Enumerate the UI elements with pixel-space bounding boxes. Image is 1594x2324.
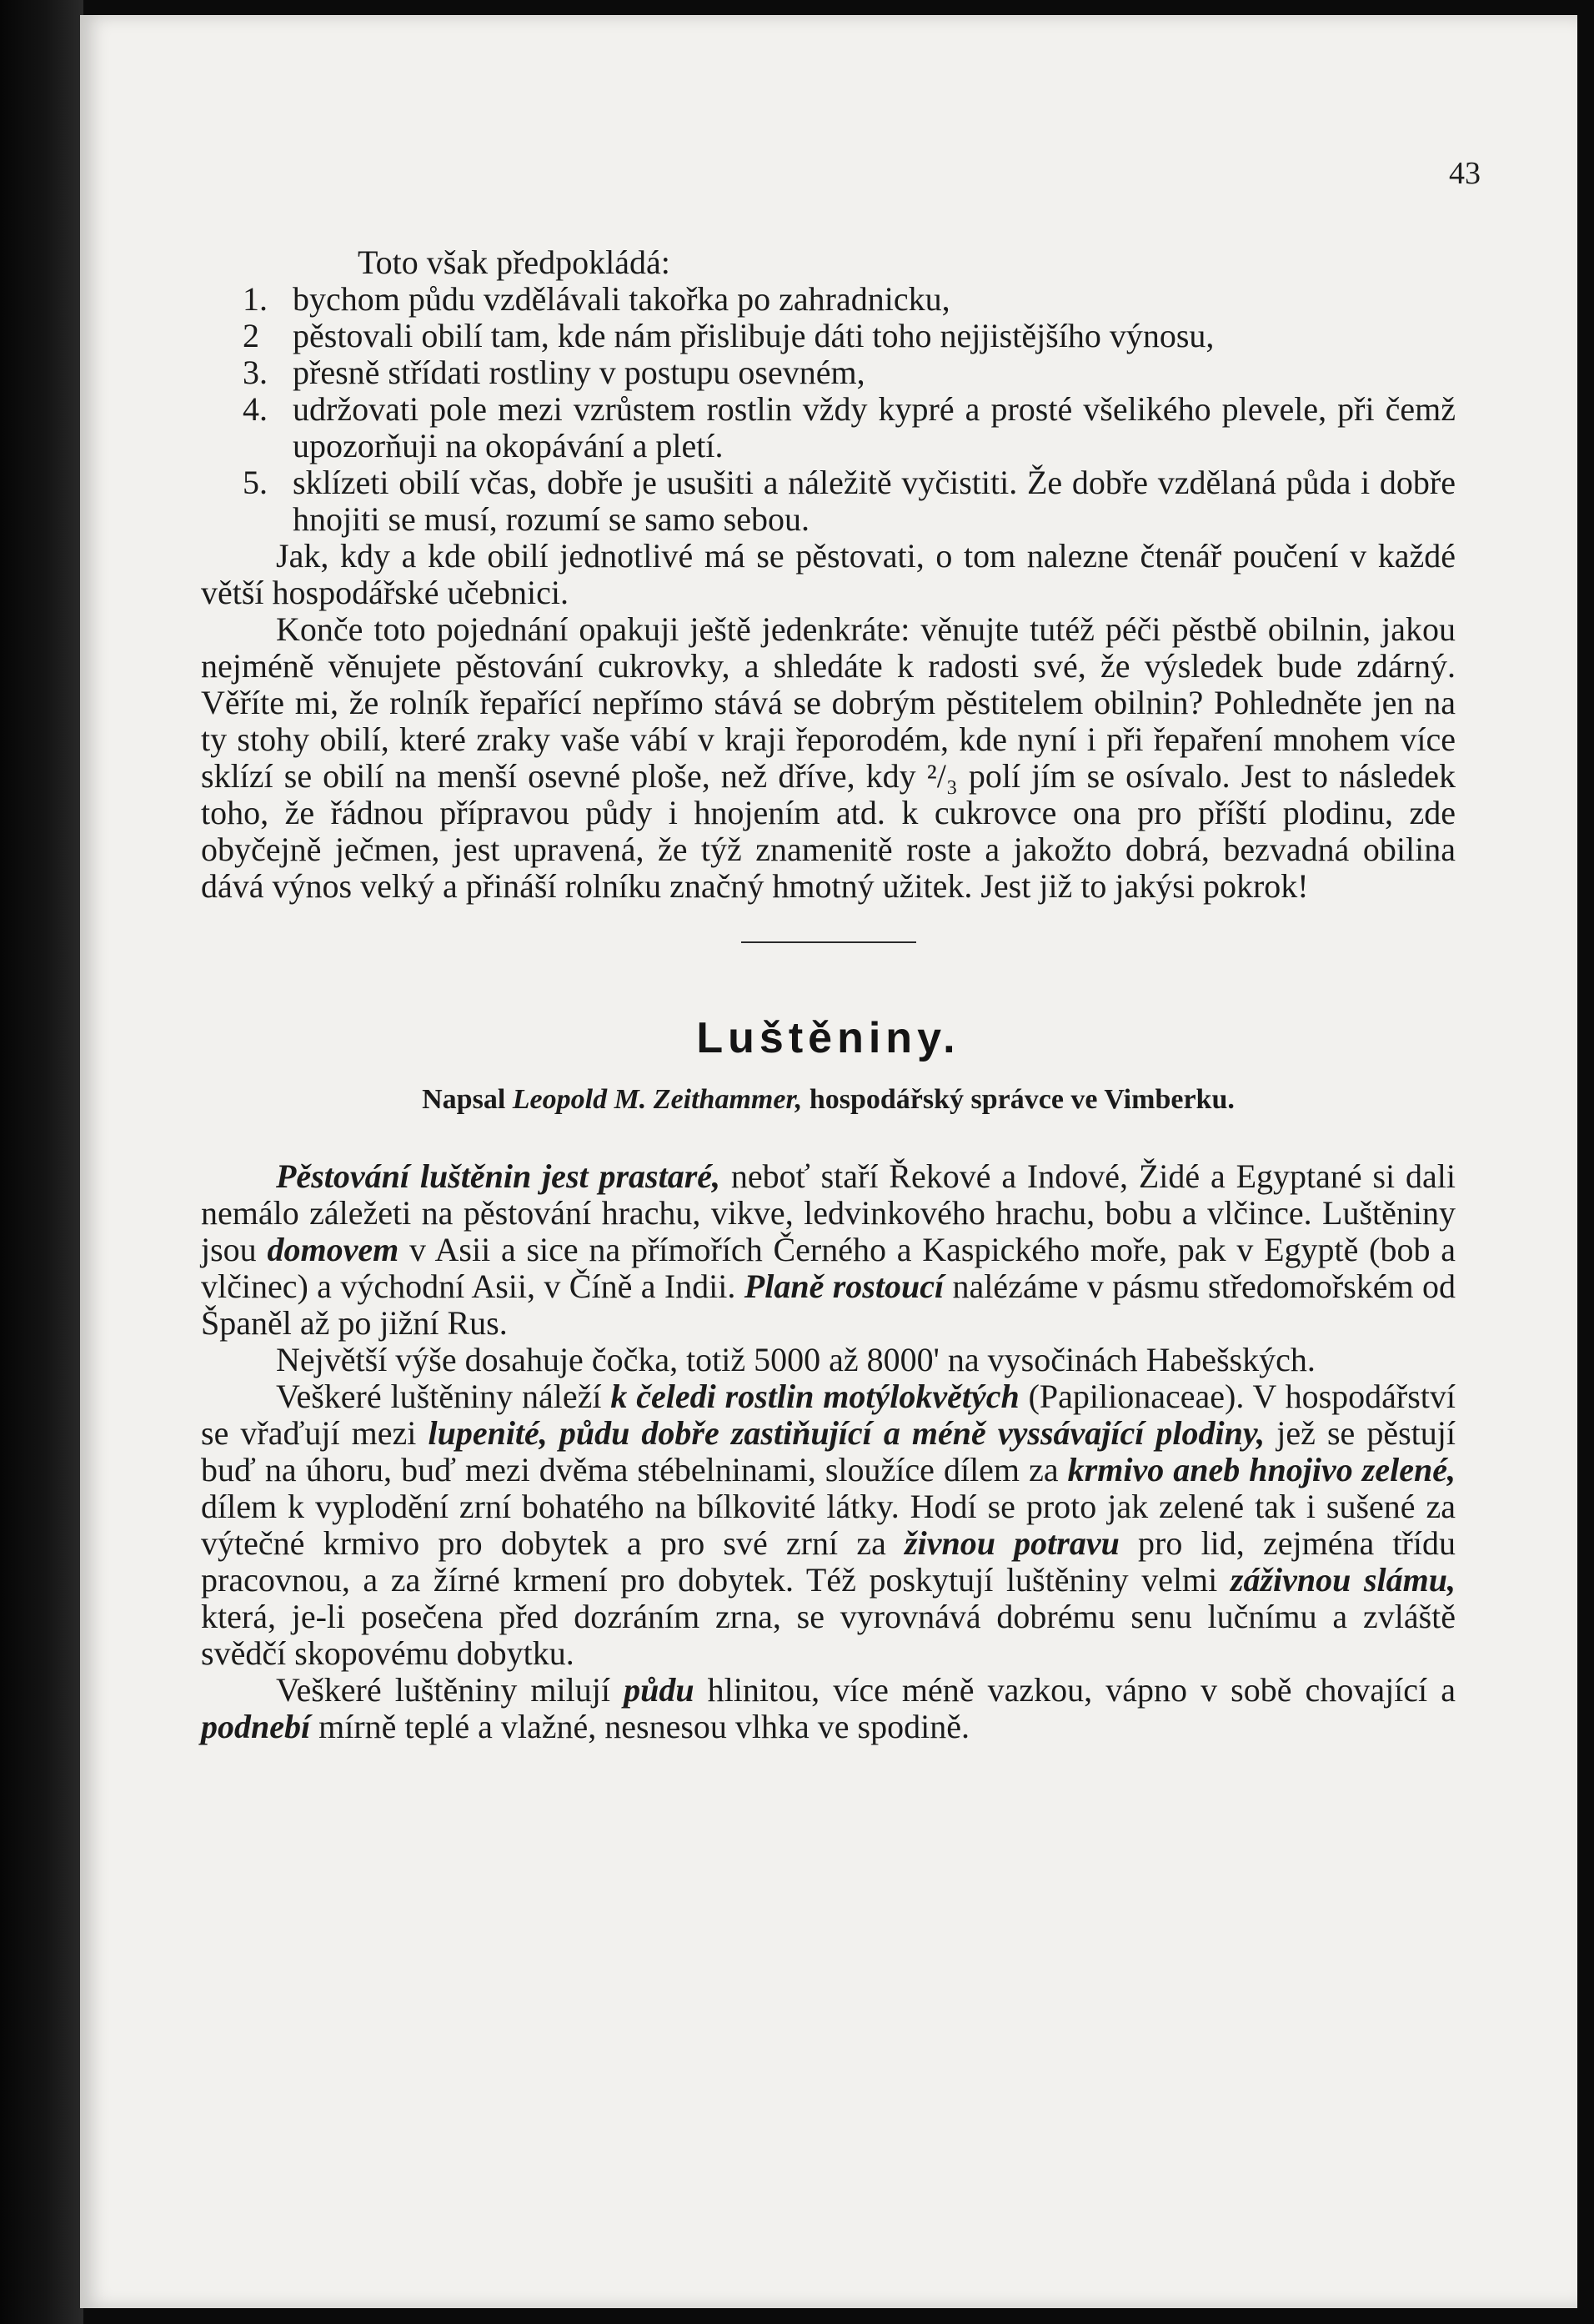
list-item: 1. bychom půdu vzdělávali takořka po zahradnicku, <box>243 280 950 318</box>
list-item: 3. přesně střídati rostliny v postupu osevném, <box>243 354 865 391</box>
paragraph: Veškeré luštěniny milují půdu hlinitou, více méně vazkou, vápno v sobě chovající a podnebí mírně teplé a vlažné, nesnesou vlhka ve spodině. <box>201 1671 1456 1745</box>
list-item: 2 pěstovali obilí tam, kde nám přislibuje dáti toho nejjistějšího výnosu, <box>243 317 1215 354</box>
scan-dark-edge <box>0 0 83 2324</box>
list-item: 5. sklízeti obilí včas, dobře je usušiti a náležitě vyčistiti. Že dobře vzdělaná půda i dobře hnojiti se musí, rozumí se samo sebou. <box>243 464 1456 538</box>
section-divider <box>741 941 916 943</box>
byline: Napsal Leopold M. Zeithammer, hospodářský správce ve Vimberku. <box>422 1084 1235 1115</box>
book-page <box>80 15 1577 2308</box>
list-item: 4. udržovati pole mezi vzrůstem rostlin vždy kypré a prosté všelikého plevele, při čemž upozorňuji na okopávání a pletí. <box>243 390 1456 464</box>
paragraph: Největší výše dosahuje čočka, totiž 5000 až 8000' na vysočinách Habešských. <box>276 1341 1316 1378</box>
list-intro: Toto však předpokládá: <box>358 243 670 281</box>
page-number: 43 <box>1449 156 1481 191</box>
section-heading: Luštěniny. <box>696 1014 960 1062</box>
paragraph: Veškeré luštěniny náleží k čeledi rostlin motýlokvětých (Papilionaceae). V hospodářství se vřaďují mezi lupenité, půdu dobře zastiňující a méně vyssávající plodiny, jež se pěstují buď na úhoru, buď mezi dvěma stébelninami, sloužíce dílem za krmivo aneb hnojivo zelené, dílem k vyplodění zrní bohatého na bílkovité látky. Hodí se proto jak zelené tak i sušené za výtečné krmivo pro dobytek a pro své zrní za živnou potravu pro lid, zejména třídu pracovnou, a za žírné krmení pro dobytek. Též poskytují luštěniny velmi záživnou slámu, která, je-li posečena před dozráním zrna, se vyrovnává dobrému senu lučnímu a zvláště svědčí skopovému dobytku. <box>201 1378 1456 1672</box>
paragraph: Konče toto pojednání opakuji ještě jedenkráte: věnujte tutéž péči pěstbě obilnin, jakou nejméně věnujete pěstování cukrovky, a shledáte k radosti své, že výsledek bude zdárný. Věříte mi, že rolník řepařící nepřímo stává se dobrým pěstitelem obilnin? Pohledněte jen na ty stohy obilí, které zraky vaše vábí v kraji řeporodém, kde nyní i při řepaření mnohem více sklízí se obilí na menší osevné ploše, než dříve, kdy ²/₃ polí jím se osívalo. Jest to následek toho, že řádnou přípravou půdy i hnojením atd. k cukrovce ona pro příští plodinu, zde obyčejně ječmen, jest upravená, že týž znamenitě roste a jakožto dobrá, bezvadná obilina dává výnos velký a přináší rolníku značný hmotný užitek. Jest již to jakýsi pokrok! <box>201 610 1456 905</box>
paragraph: Pěstování luštěnin jest prastaré, neboť staří Řekové a Indové, Židé a Egyptané si dali nemálo záležeti na pěstování hrachu, vikve, ledvinkového hrachu, bobu a vlčince. Luštěniny jsou domovem v Asii a sice na přímořích Černého a Kaspického moře, pak v Egyptě (bob a vlčinec) a východní Asii, v Číně a Indii. Planě rostoucí nalézáme v pásmu středomořském od Španěl až po jižní Rus. <box>201 1157 1456 1342</box>
section-body <box>201 1158 1456 1745</box>
numbered-list <box>201 281 1456 538</box>
author-name: Leopold M. Zeithammer, <box>512 1084 803 1115</box>
page-text <box>201 244 1456 1745</box>
paragraph: Jak, kdy a kde obilí jednotlivé má se pěstovati, o tom nalezne čtenář poučení v každé větší hospodářské učebnici. <box>201 537 1456 611</box>
